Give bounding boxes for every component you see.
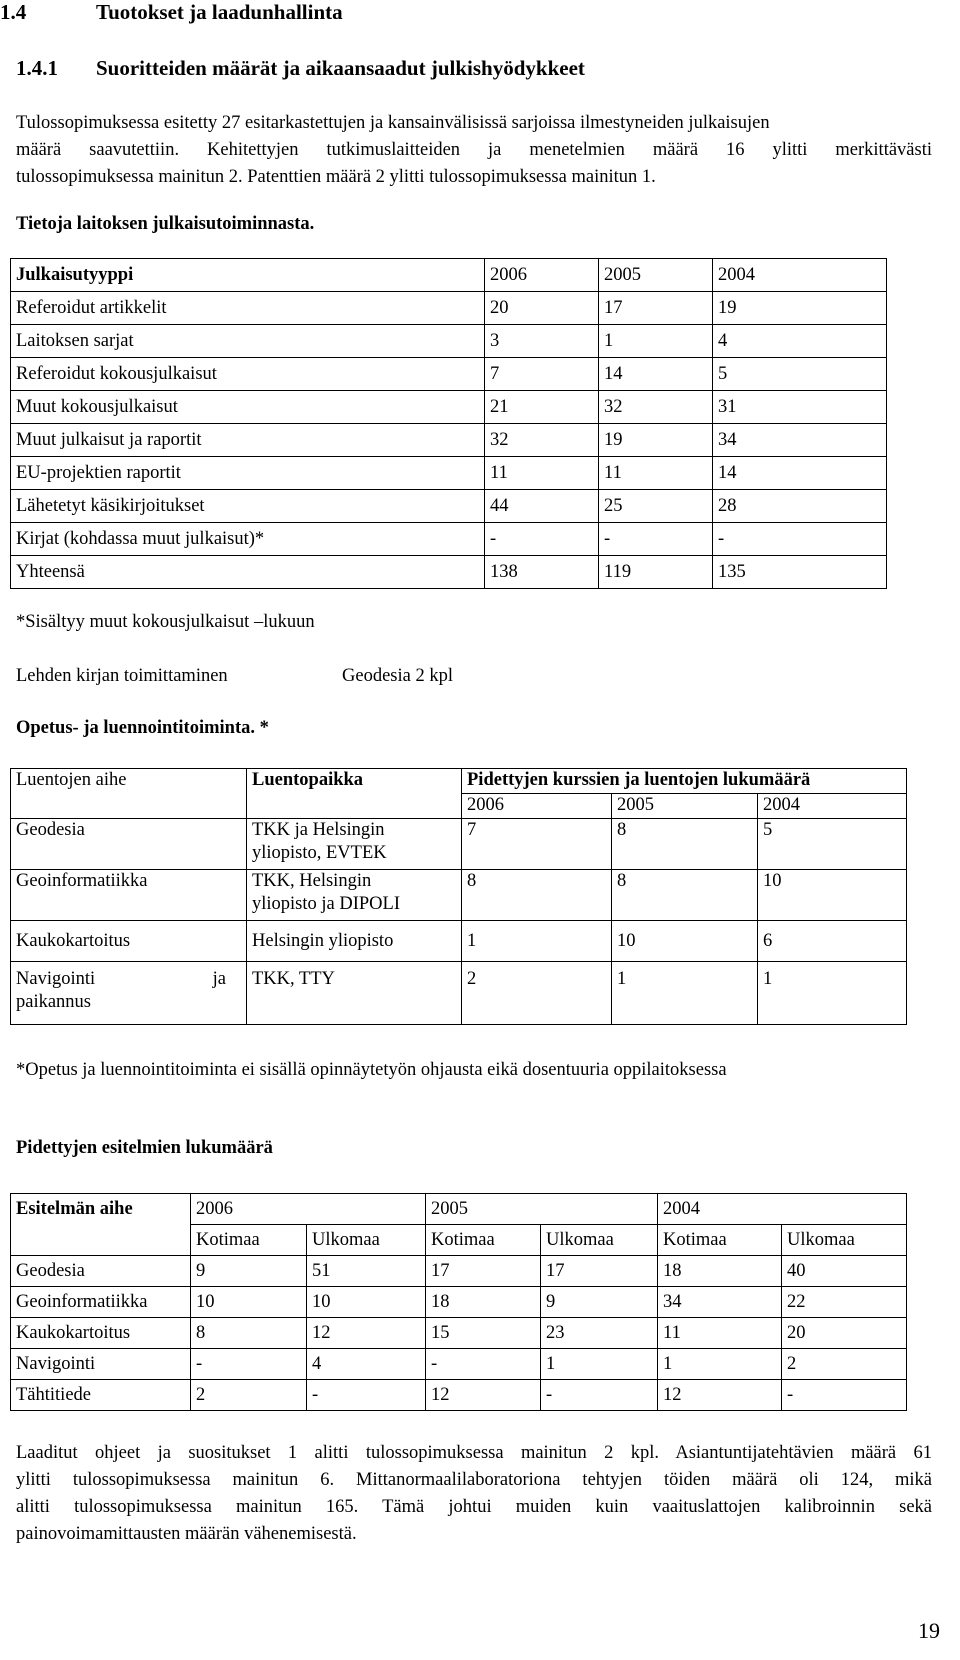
header-cell: 2004 [713,259,887,292]
cell: 25 [599,490,713,523]
cell: 11 [485,457,599,490]
cell: 12 [307,1318,426,1349]
cell: 18 [658,1256,782,1287]
header-cell: 2006 [485,259,599,292]
cell: 1 [462,921,612,962]
year-cell: 2004 [758,794,907,819]
table-row [11,556,887,589]
table-row [11,391,887,424]
table-row [11,424,887,457]
cell: 4 [307,1349,426,1380]
cell: Muut kokousjulkaisut [11,391,485,424]
cell: 10 [307,1287,426,1318]
cell: 7 [485,358,599,391]
cell: 135 [713,556,887,589]
cell: 1 [599,325,713,358]
cell: 28 [713,490,887,523]
year-cell: 2004 [658,1194,907,1225]
cell: 20 [782,1318,907,1349]
section-title: Tuotokset ja laadunhallinta [96,0,343,24]
cell: 8 [612,819,758,870]
cell: 51 [307,1256,426,1287]
teaching-header-row [11,769,907,794]
table-row [11,1287,907,1318]
cell: 34 [713,424,887,457]
year-cell: 2006 [462,794,612,819]
cell: 10 [612,921,758,962]
cell: 9 [191,1256,307,1287]
cell: 40 [782,1256,907,1287]
cell: 23 [541,1318,658,1349]
cell: 17 [426,1256,541,1287]
cell: EU-projektien raportit [11,457,485,490]
topic-word: ja [212,969,226,989]
intro-text-3: tulossopimuksessa mainitun 2. Patenttien määrä 2 ylitti tulossopimuksessa mainitun 1. [16,167,656,187]
header-cell: Esitelmän aihe [11,1194,191,1225]
cell: 1 [758,962,907,1025]
topic-cell [11,962,247,1025]
subsection-heading [16,56,585,81]
cell: 11 [599,457,713,490]
cell: 19 [713,292,887,325]
cell: 2 [191,1380,307,1411]
cell: - [713,523,887,556]
cell: Geodesia [11,1256,191,1287]
intro-text-2: määrä saavutettiin. Kehitettyjen tutkimuslaitteiden ja menetelmien määrä 16 ylitti merkittävästi [16,140,932,160]
cell: 7 [462,819,612,870]
table-row [11,1318,907,1349]
closing-text-2: ylitti tulossopimuksessa mainitun 6. Mittanormaalilaboratoriona tehtyjen töiden määrä oli 124, mikä [16,1470,932,1490]
intro-line-3 [16,164,932,191]
cell: 3 [485,325,599,358]
cell: 1 [541,1349,658,1380]
cell: - [485,523,599,556]
cell: Helsingin yliopisto [247,921,462,962]
intro-text-1: Tulossopimuksessa esitetty 27 esitarkastettujen ja kansainvälisissä sarjoissa ilmestyneiden julkaisujen [16,113,770,133]
year-cell: 2006 [191,1194,426,1225]
cell: Navigointi [11,1349,191,1380]
table-row [11,1256,907,1287]
publications-heading: Tietoja laitoksen julkaisutoiminnasta. [16,214,315,234]
presentations-sub-row [11,1225,907,1256]
cell: TKK, TTY [247,962,462,1025]
cell: 14 [713,457,887,490]
cell: - [426,1349,541,1380]
teaching-footnote: *Opetus ja luennointitoiminta ei sisällä opinnäytetyön ohjausta eikä dosentuuria oppilaitoksessa [16,1060,727,1080]
section-number: 1.4 [0,0,27,24]
header-cell: Luentojen aihe [11,769,247,819]
cell: 10 [758,870,907,921]
cell: 1 [612,962,758,1025]
cell: Geodesia [11,819,247,870]
cell: Referoidut kokousjulkaisut [11,358,485,391]
cell: Geoinformatiikka [11,1287,191,1318]
cell: 119 [599,556,713,589]
cell: Lähetetyt käsikirjoitukset [11,490,485,523]
topic-line: paikannus [16,992,92,1012]
year-cell: 2005 [612,794,758,819]
editing-label: Lehden kirjan toimittaminen [16,666,228,686]
cell: 1 [658,1349,782,1380]
closing-line-2 [16,1467,932,1494]
cell: 8 [462,870,612,921]
cell: 138 [485,556,599,589]
cell: Laitoksen sarjat [11,325,485,358]
cell: 20 [485,292,599,325]
sub-header-cell: Ulkomaa [307,1225,426,1256]
cell: 15 [426,1318,541,1349]
cell: 19 [599,424,713,457]
header-cell: 2005 [599,259,713,292]
cell: 4 [713,325,887,358]
cell: 17 [599,292,713,325]
teaching-table [10,768,907,1025]
table-row [11,1349,907,1380]
subsection-number: 1.4.1 [16,56,58,80]
empty-cell [11,1225,191,1256]
cell: - [541,1380,658,1411]
header-cell: Luentopaikka [247,769,462,819]
table-row [11,358,887,391]
cell: Kaukokartoitus [11,1318,191,1349]
cell: Muut julkaisut ja raportit [11,424,485,457]
cell: 32 [485,424,599,457]
place-line: TKK ja Helsingin [252,820,385,840]
cell: 21 [485,391,599,424]
teaching-heading: Opetus- ja luennointitoiminta. * [16,718,269,738]
cell: 12 [426,1380,541,1411]
cell: 32 [599,391,713,424]
table-row [11,819,907,870]
section-heading [0,0,343,25]
cell: 17 [541,1256,658,1287]
table-row [11,325,887,358]
table-row [11,1380,907,1411]
presentations-heading: Pidettyjen esitelmien lukumäärä [16,1138,273,1158]
cell: 18 [426,1287,541,1318]
table-row [11,457,887,490]
table-row [11,523,887,556]
topic-line [16,968,226,991]
place-cell [247,819,462,870]
cell: 44 [485,490,599,523]
cell: 5 [758,819,907,870]
cell: 31 [713,391,887,424]
place-line: yliopisto ja DIPOLI [252,894,400,914]
header-cell: Julkaisutyyppi [11,259,485,292]
closing-line-3 [16,1494,932,1521]
cell: 5 [713,358,887,391]
cell: - [599,523,713,556]
cell: Tähtitiede [11,1380,191,1411]
cell: 22 [782,1287,907,1318]
table-row [11,292,887,325]
table-row [11,490,887,523]
cell: Kirjat (kohdassa muut julkaisut)* [11,523,485,556]
cell: Yhteensä [11,556,485,589]
cell: 6 [758,921,907,962]
closing-line-4 [16,1521,932,1548]
publications-header-row [11,259,887,292]
intro-line-2 [16,137,932,164]
cell: 2 [782,1349,907,1380]
sub-header-cell: Ulkomaa [782,1225,907,1256]
page-number: 19 [918,1618,940,1643]
place-line: TKK, Helsingin [252,871,372,891]
publications-footnote: *Sisältyy muut kokousjulkaisut –lukuun [16,612,315,632]
table-row [11,870,907,921]
header-cell: Pidettyjen kurssien ja luentojen lukumäärä [462,769,907,794]
subsection-title: Suoritteiden määrät ja aikaansaadut julkishyödykkeet [96,56,585,80]
closing-text-4: painovoimamittausten määrän vähenemisestä. [16,1524,357,1544]
cell: Kaukokartoitus [11,921,247,962]
sub-header-cell: Ulkomaa [541,1225,658,1256]
place-line: yliopisto, EVTEK [252,843,387,863]
cell: - [191,1349,307,1380]
presentations-table [10,1193,907,1411]
publications-table [10,258,887,589]
table-row [11,962,907,1025]
closing-text-1: Laaditut ohjeet ja suositukset 1 alitti tulossopimuksessa mainitun 2 kpl. Asiantuntijatehtävien määrä 61 [16,1443,932,1463]
cell: 10 [191,1287,307,1318]
sub-header-cell: Kotimaa [426,1225,541,1256]
cell: 9 [541,1287,658,1318]
cell: 12 [658,1380,782,1411]
sub-header-cell: Kotimaa [658,1225,782,1256]
cell: 14 [599,358,713,391]
cell: - [307,1380,426,1411]
closing-text-3: alitti tulossopimuksessa mainitun 165. Tämä johtui muiden kuin vaaituslattojen kalibroinnin sekä [16,1497,932,1517]
cell: Referoidut artikkelit [11,292,485,325]
place-cell [247,870,462,921]
presentations-year-row [11,1194,907,1225]
cell: 34 [658,1287,782,1318]
topic-word: Navigointi [16,969,96,989]
cell: 8 [191,1318,307,1349]
year-cell: 2005 [426,1194,658,1225]
cell: 11 [658,1318,782,1349]
cell: Geoinformatiikka [11,870,247,921]
sub-header-cell: Kotimaa [191,1225,307,1256]
cell: 8 [612,870,758,921]
intro-line-1 [16,110,932,137]
cell: - [782,1380,907,1411]
editing-value: Geodesia 2 kpl [342,666,453,686]
closing-line-1 [16,1440,932,1467]
cell: 2 [462,962,612,1025]
table-row [11,921,907,962]
